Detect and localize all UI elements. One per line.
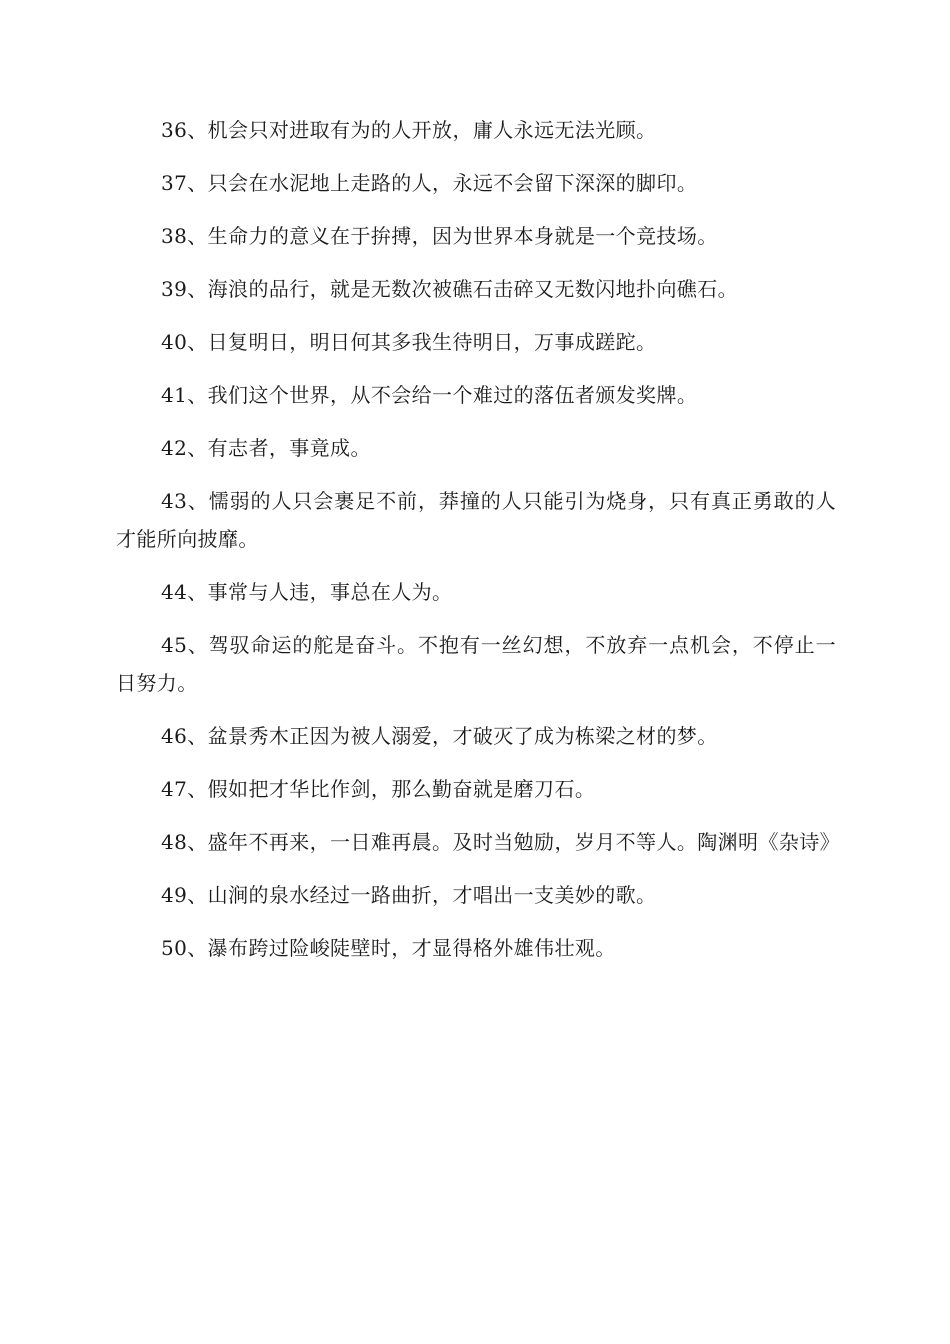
- quote-paragraph-38: 38、生命力的意义在于拚搏，因为世界本身就是一个竞技场。: [161, 224, 718, 248]
- quote-paragraph-37: 37、只会在水泥地上走路的人，永远不会留下深深的脚印。: [161, 171, 698, 195]
- document-body: [116, 111, 841, 982]
- quote-paragraph-46: 46、盆景秀木正因为被人溺爱，才破灭了成为栋梁之材的梦。: [161, 724, 718, 748]
- quote-paragraph-43: 43、懦弱的人只会裹足不前，莽撞的人只能引为烧身，只有真正勇敢的人才能所向披靡。: [116, 489, 836, 551]
- quote-paragraph-49: 49、山涧的泉水经过一路曲折，才唱出一支美妙的歌。: [161, 883, 657, 907]
- quote-paragraph-50: 50、瀑布跨过险峻陡壁时，才显得格外雄伟壮观。: [161, 936, 616, 960]
- quote-paragraph-44: 44、事常与人违，事总在人为。: [161, 580, 453, 604]
- quote-paragraph-39: 39、海浪的品行，就是无数次被礁石击碎又无数闪地扑向礁石。: [161, 277, 739, 301]
- quote-paragraph-47: 47、假如把才华比作剑，那么勤奋就是磨刀石。: [161, 777, 596, 801]
- quote-paragraph-45: 45、驾驭命运的舵是奋斗。不抱有一丝幻想，不放弃一点机会，不停止一日努力。: [116, 633, 836, 695]
- quote-paragraph-36: 36、机会只对进取有为的人开放，庸人永远无法光顾。: [161, 118, 657, 142]
- quote-paragraph-41: 41、我们这个世界，从不会给一个难过的落伍者颁发奖牌。: [161, 383, 698, 407]
- quote-paragraph-42: 42、有志者，事竟成。: [161, 436, 371, 460]
- quote-paragraph-48: 48、盛年不再来，一日难再晨。及时当勉励，岁月不等人。陶渊明《杂诗》: [161, 830, 841, 854]
- quote-paragraph-40: 40、日复明日，明日何其多我生待明日，万事成蹉跎。: [161, 330, 657, 354]
